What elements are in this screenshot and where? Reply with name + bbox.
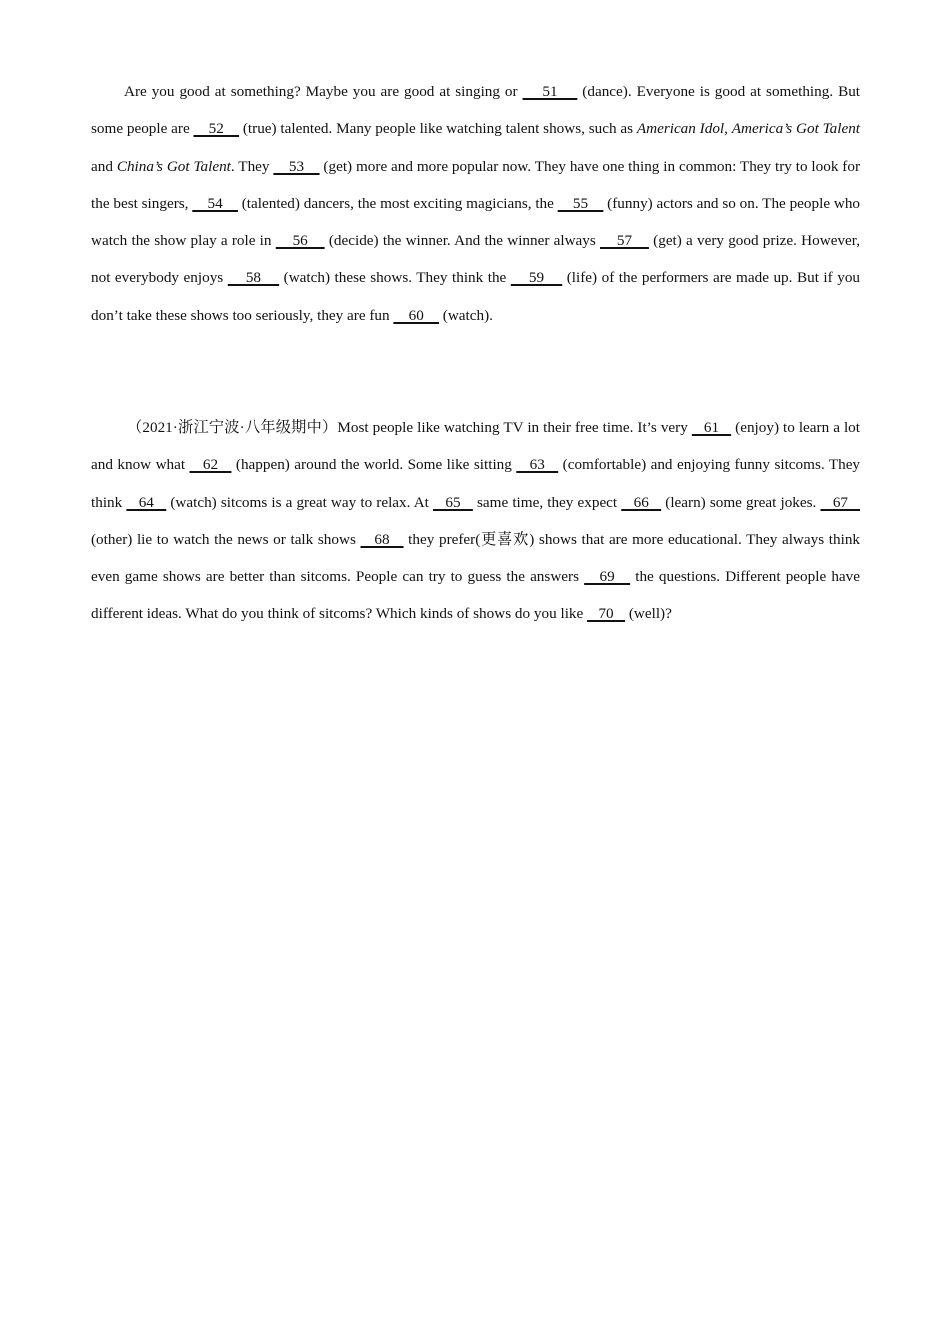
source-label: （2021·浙江宁波·八年级期中）	[127, 419, 338, 436]
text: ,	[724, 120, 732, 138]
text: (get) more and more popular now. They have one thing in common: They try to look for the best singers,	[91, 157, 861, 212]
blank-59[interactable]: 59	[510, 269, 563, 287]
blank-56[interactable]: 56	[275, 232, 325, 250]
text: (watch) these shows. They think the	[279, 269, 511, 287]
text: (watch) sitcoms is a great way to relax. At	[166, 493, 434, 511]
text: the questions. Different people have different ideas. What do you think of sitcoms? Which kinds of shows do you like	[91, 568, 860, 623]
blank-57[interactable]: 57	[600, 232, 649, 250]
text: (funny) actors and so on. The people who watch the show play a role in	[91, 194, 861, 250]
text: Are you good at something? Maybe you are good at singing or	[124, 83, 523, 100]
blank-66[interactable]: 66	[621, 493, 662, 511]
blank-53[interactable]: 53	[273, 157, 320, 175]
show-title: American Idol	[636, 120, 725, 138]
text: same time, they expect	[472, 493, 622, 511]
blank-64[interactable]: 64	[126, 493, 167, 511]
blank-70[interactable]: 70	[587, 605, 626, 623]
text: (get) a very good prize. However, not everybody enjoys	[91, 232, 861, 287]
text: (enjoy) to learn a lot and know what	[91, 419, 860, 474]
text: (learn) some great jokes.	[661, 493, 821, 511]
blank-62[interactable]: 62	[189, 456, 232, 474]
passage-talent-shows	[91, 73, 860, 334]
blank-61[interactable]: 61	[691, 419, 732, 436]
show-title: China’s Got Talent	[116, 157, 231, 175]
blank-51[interactable]: 51	[522, 83, 578, 100]
blank-69[interactable]: 69	[584, 568, 631, 586]
text: (watch).	[438, 306, 493, 324]
blank-67[interactable]: 67	[820, 493, 861, 511]
text: (decide) the winner. And the winner always	[324, 232, 601, 250]
text: . They	[230, 157, 274, 175]
show-title: America’s Got Talent	[731, 120, 861, 138]
passage-watching-tv	[91, 409, 860, 633]
blank-55[interactable]: 55	[557, 194, 604, 212]
text: (life) of the performers are made up. But if you don’t take these shows too seriously, they are fun	[91, 269, 861, 324]
blank-63[interactable]: 63	[516, 456, 559, 474]
text: (dance). Everyone is good at something. But some people are	[91, 83, 861, 138]
text: (well)?	[625, 605, 672, 623]
text: (other) lie to watch the news or talk shows	[91, 530, 361, 548]
text: (comfortable) and enjoying funny sitcoms. They think	[91, 456, 861, 511]
blank-68[interactable]: 68	[360, 530, 404, 548]
text: (true) talented. Many people like watching talent shows, such as	[239, 120, 637, 138]
blank-65[interactable]: 65	[433, 493, 473, 511]
blank-52[interactable]: 52	[193, 120, 240, 138]
text: Most people like watching TV in their free time. It’s very	[337, 419, 692, 436]
text: (happen) around the world. Some like sitting	[231, 456, 517, 474]
blank-60[interactable]: 60	[393, 306, 439, 324]
text: they prefer(更喜欢) shows that are more educational. They always think even game shows are better than sitcoms. People can try to guess the answers	[91, 530, 861, 586]
blank-54[interactable]: 54	[192, 194, 238, 212]
text: and	[91, 157, 117, 175]
text: (talented) dancers, the most exciting magicians, the	[237, 194, 558, 212]
blank-58[interactable]: 58	[227, 269, 280, 287]
